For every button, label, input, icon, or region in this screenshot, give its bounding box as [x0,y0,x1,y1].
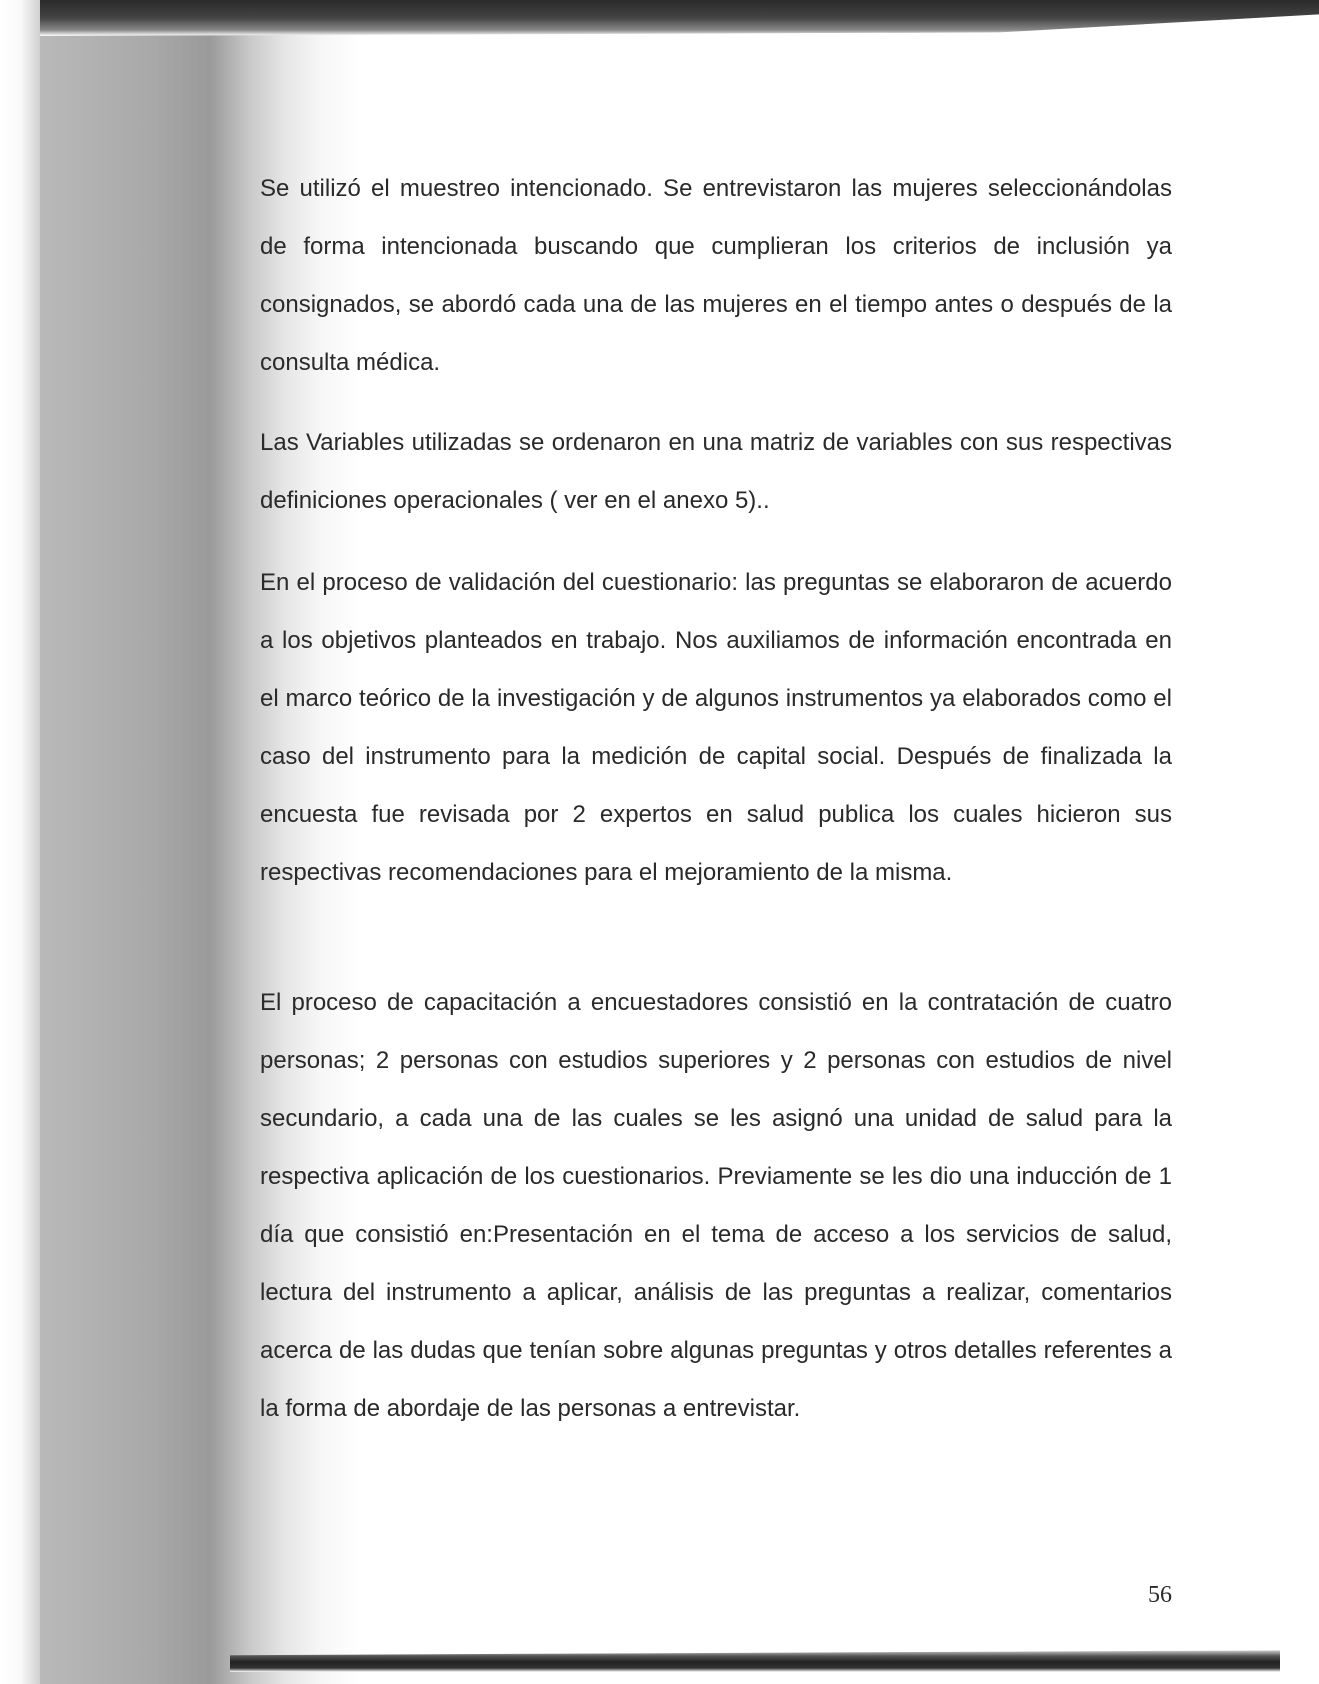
paragraph-sampling: Se utilizó el muestreo intencionado. Se entrevistaron las mujeres seleccionándolas de forma intencionada buscando que cumplieran los criterios de inclusión ya consignados, se abordó cada una de las mujeres en el tiempo antes o después de la consulta médica. [260,175,1172,376]
scan-bottom-edge [230,1648,1280,1672]
page-number: 56 [1148,1582,1172,1608]
page-left-edge [0,0,40,1684]
paragraph-variables: Las Variables utilizadas se ordenaron en una matriz de variables con sus respectivas definiciones operacionales ( ver en el anexo 5).. [260,429,1172,514]
paragraph-validation: En el proceso de validación del cuestionario: las preguntas se elaboraron de acuerdo a los objetivos planteados en trabajo. Nos auxiliamos de información encontrada en el marco teórico de la investigación y de algunos instrumentos ya elaborados como el caso del instrumento para la medición de capital social. Después de finalizada la encuesta fue revisada por 2 expertos en salud publica los cuales hicieron sus respectivas recomendaciones para el mejoramiento de la misma. [260,569,1172,886]
body-text [260,160,1172,1438]
paragraph-training: El proceso de capacitación a encuestadores consistió en la contratación de cuatro personas; 2 personas con estudios superiores y 2 personas con estudios de nivel secundario, a cada una de las cuales se les asignó una unidad de salud para la respectiva aplicación de los cuestionarios. Previamente se les dio una inducción de 1 día que consistió en:Presentación en el tema de acceso a los servicios de salud, lectura del instrumento a aplicar, análisis de las preguntas a realizar, comentarios acerca de las dudas que tenían sobre algunas preguntas y otros detalles referentes a la forma de abordaje de las personas a entrevistar. [260,989,1172,1422]
scan-top-edge [40,0,1319,36]
